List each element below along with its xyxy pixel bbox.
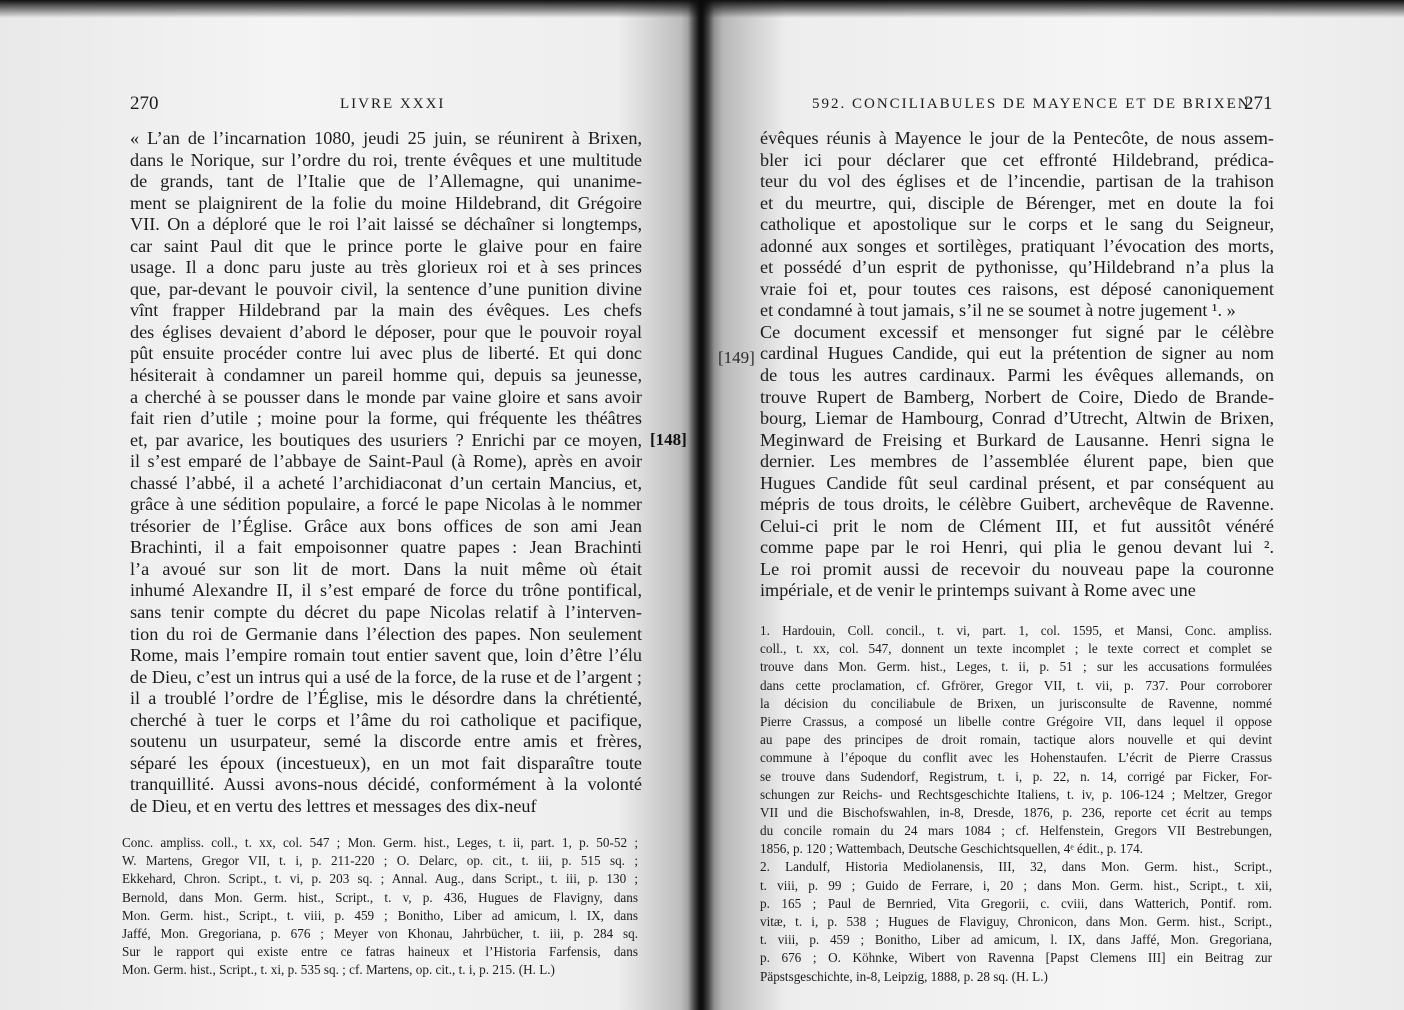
- right-page: [702, 0, 1404, 1010]
- text-line: il a troublé l’ordre de l’Église, mis le désordre dans la chrétienté,: [130, 688, 642, 709]
- text-line: cherché à tuer le corps et l’âme du roi catholique et pacifique,: [130, 709, 642, 730]
- text-line: Meginward de Freising et Burkard de Lausanne. Henri signa le: [760, 429, 1274, 450]
- text-line: pût ensuite procéder contre lui avec plus de liberté. Et qui donc: [130, 343, 642, 364]
- text-line: grâce à une sédition populaire, a forcé le pape Nicolas à le nommer: [130, 494, 642, 515]
- text-line: car saint Paul dit que le prince porte le glaive pour en faire: [130, 235, 642, 256]
- text-line: dans le Norique, sur l’ordre du roi, trente évêques et une multitude: [130, 149, 642, 170]
- text-line: VII. On a déploré que le roi l’ait laissé se déchaîner si longtemps,: [130, 214, 642, 235]
- text-line: et du meurtre, qui, disciple de Bérenger, met en doute la foi: [760, 192, 1274, 213]
- text-line: évêques réunis à Mayence le jour de la Pentecôte, de nous assem-: [760, 128, 1274, 148]
- text-line: usage. Il a donc paru juste au très glorieux roi et à ses princes: [130, 257, 642, 278]
- footnotes: [122, 834, 638, 980]
- book-gutter: [688, 0, 714, 1010]
- text-line: fait rien d’utile ; moine pour la forme, qui fréquente les théâtres: [130, 408, 642, 429]
- footnote-line: p. 165 ; Paul de Bernried, Vita Gregorii, c. cviii, dans Watterich, Pontif. rom.: [760, 895, 1272, 911]
- text-line: trouve Rupert de Bamberg, Norbert de Coire, Diedo de Brande-: [760, 386, 1274, 407]
- text-line: Le roi promit aussi de recevoir du nouveau pape la couronne: [760, 558, 1274, 579]
- footnote-line: t. viii, p. 459 ; Bonitho, Liber ad amicum, l. IX, dans Jaffé, Mon. Gregoriana,: [760, 932, 1272, 948]
- text-line: dernier. Les membres de l’assemblée élurent pape, bien que: [760, 451, 1274, 472]
- text-line: Celui-ci prit le nom de Clément III, et fut aussitôt vénéré: [760, 515, 1274, 536]
- body-text: [130, 128, 642, 818]
- text-line: ment se plaignirent de la folie du moine Hildebrand, dit Grégoire: [130, 192, 642, 213]
- text-line: que, par-devant le pouvoir civil, la sentence d’une punition divine: [130, 278, 642, 299]
- footnote-line: Päpstsgeschichte, in-8, Leipzig, 1888, p. 28 sq. (H. L.): [760, 968, 1048, 984]
- text-line: séparé les époux (incestueux), en un mot fait disparaître toute: [130, 752, 642, 773]
- text-line: chassé l’abbé, il a acheté l’archidiaconat d’un certain Mancius, et,: [130, 472, 642, 493]
- page-number: 271: [1244, 93, 1273, 114]
- text-line: et possédé d’un esprit de pythonisse, qu’Hildebrand n’a plus la: [760, 257, 1274, 278]
- text-line: Brachinti, il a fait empoisonner quatre papes : Jean Brachinti: [130, 537, 642, 558]
- footnote-line: 2. Landulf, Historia Mediolanensis, III, 32, dans Mon. Germ. hist., Script.,: [760, 859, 1272, 875]
- footnote-line: se trouve dans Sudendorf, Registrum, t. i, p. 22, n. 14, corrigé par Ficker, For-: [760, 768, 1272, 784]
- text-line: sans tenir compte du décret du pape Nicolas relatif à l’interven-: [130, 602, 642, 623]
- text-line: bler ici pour déclarer que cet effronté Hildebrand, prédica-: [760, 149, 1274, 170]
- text-line: vraie foi et, pour toutes ces raisons, est déposé canoniquement: [760, 278, 1274, 299]
- page-number: 270: [130, 93, 159, 114]
- footnote-line: Pierre Crassus, a composé un libelle contre Grégoire VII, dans lequel il oppose: [760, 713, 1272, 729]
- footnote-line: commune à l’époque du conflit avec les Hohenstaufen. L’écrit de Pierre Crassus: [760, 750, 1272, 766]
- text-line: impériale, et de venir le printemps suivant à Rome avec une: [760, 580, 1196, 601]
- footnote-line: 1856, p. 120 ; Wattembach, Deutsche Geschichtsquellen, 4ᵉ édit., p. 174.: [760, 841, 1143, 857]
- text-line: cardinal Hugues Candide, qui eut la prétention de signer au nom: [760, 343, 1274, 364]
- footnote-line: du concile romain du 24 mars 1084 ; cf. Helfenstein, Gregors VII Bestrebungen,: [760, 823, 1272, 839]
- text-line: Ce document excessif et mensonger fut signé par le célèbre: [760, 321, 1274, 342]
- footnote-line: Mon. Germ. hist., Script., t. xi, p. 535 sq. ; cf. Martens, op. cit., t. i, p. 215. (H. L.): [122, 962, 555, 978]
- footnote-line: schungen zur Reichs- und Rechtsgeschichte Italiens, t. iv, p. 106-124 ; Meltzer, Gregor: [760, 786, 1272, 802]
- footnote-line: Sur le rapport qui existe entre ce fatras haineux et l’Historia Farfensis, dans: [122, 944, 638, 960]
- text-line: catholique et apostolique sur le corps et le sang du Seigneur,: [760, 214, 1274, 235]
- footnote-line: Mon. Germ. hist., Script., t. viii, p. 459 ; Bonitho, Liber ad amicum, l. IX, dans: [122, 907, 638, 923]
- footnote-line: trouve dans Mon. Germ. hist., Leges, t. ii, p. 51 ; sur les accusations formulées: [760, 659, 1272, 675]
- text-line: l’a avoué sur son lit de mort. Dans la nuit même où était: [130, 558, 642, 579]
- text-line: a cherché à se pousser dans le monde par vaine gloire et sans avoir: [130, 386, 642, 407]
- text-line: et, par avarice, les boutiques des usuriers ? Enrichi par ce moyen,: [130, 429, 642, 450]
- text-line: vînt frapper Hildebrand par la main des évêques. Les chefs: [130, 300, 642, 321]
- running-head: 592. CONCILIABULES DE MAYENCE ET DE BRIXEN: [812, 96, 1251, 112]
- footnote-line: W. Martens, Gregor VII, t. i, p. 211-220 ; O. Delarc, op. cit., t. iii, p. 515 sq. ;: [122, 853, 638, 869]
- running-head: LIVRE XXXI: [340, 96, 446, 112]
- text-line: bourg, Liemar de Hambourg, Conrad d’Utrecht, Altwin de Brixen,: [760, 408, 1274, 429]
- footnote-line: vitæ, t. i, p. 538 ; Hugues de Flaviguy, Chronicon, dans Mon. Germ. hist., Script.,: [760, 914, 1272, 929]
- margin-reference: [148]: [650, 430, 687, 449]
- top-edge-shadow: [702, 0, 1404, 18]
- footnote-line: Ekkehard, Chron. Script., t. vi, p. 203 sq. ; Annal. Aug., dans Script., t. iii, p. 130 ;: [122, 871, 638, 887]
- text-line: il s’est emparé de l’abbaye de Saint-Paul (à Rome), après en avoir: [130, 451, 642, 472]
- footnote-line: p. 676 ; O. Köhnke, Wibert von Ravenna [Papst Clemens III] ein Beitrag zur: [760, 950, 1272, 966]
- text-line: de tous les autres cardinaux. Parmi les évêques allemands, on: [760, 365, 1274, 386]
- text-line: Hugues Candide fût seul cardinal présent, et par conséquent au: [760, 472, 1274, 493]
- margin-reference: [149]: [718, 348, 755, 367]
- footnote-line: VII und die Bischofswahlen, in-8, Dresde, 1876, p. 236, reporte cet écrit au temps: [760, 804, 1272, 820]
- text-line: « L’an de l’incarnation 1080, jeudi 25 juin, se réunirent à Brixen,: [130, 128, 642, 148]
- footnote-line: Jaffé, Mon. Gregoriana, p. 676 ; Meyer von Khonau, Jahrbücher, t. iii, p. 284 sq.: [122, 925, 638, 941]
- top-edge-shadow: [0, 0, 702, 18]
- footnote-line: Bernold, dans Mon. Germ. hist., Script., t. v, p. 436, Hugues de Flavigny, dans: [122, 889, 638, 905]
- text-line: mépris de tous droits, le célèbre Guibert, archevêque de Ravenne.: [760, 494, 1274, 515]
- text-line: de Dieu, et en vertu des lettres et messages des dix-neuf: [130, 795, 537, 816]
- text-line: inhumé Alexandre II, il s’est emparé de force du trône pontifical,: [130, 580, 642, 601]
- text-line: soutenu un usurpateur, semé la discorde entre amis et frères,: [130, 731, 642, 752]
- footnote-line: Conc. ampliss. coll., t. xx, col. 547 ; Mon. Germ. hist., Leges, t. ii, part. 1, p. 50-52 ;: [122, 835, 638, 850]
- footnote-line: au pape des principes de droit romain, tactique alors nouvelle et qui devint: [760, 732, 1272, 748]
- footnote-line: coll., t. xx, col. 547, donnent un texte incomplet ; le texte correct et complet se: [760, 641, 1272, 657]
- footnote-line: t. viii, p. 99 ; Guido de Ferrare, i, 20 ; dans Mon. Germ. hist., Script., t. xii,: [760, 877, 1272, 893]
- footnote-line: la décision du conciliabule de Brixen, un jurisconsulte de Ravenne, nommé: [760, 695, 1272, 711]
- text-line: comme pape par le roi Henri, qui plia le genou devant lui ².: [760, 537, 1274, 558]
- body-text: [760, 128, 1274, 602]
- text-line: de Dieu, c’est un intrus qui a usé de la force, de la ruse et de l’argent ;: [130, 666, 642, 687]
- text-line: trésorier de l’Église. Grâce aux bons offices de son ami Jean: [130, 515, 642, 536]
- text-line: Rome, mais l’empire romain tout entier savent que, loin d’être l’élu: [130, 645, 642, 666]
- text-line: tion du roi de Germanie dans l’élection des papes. Non seulement: [130, 623, 642, 644]
- text-line: teur du vol des églises et de l’incendie, partisan de la trahison: [760, 171, 1274, 192]
- footnote-line: 1. Hardouin, Coll. concil., t. vi, part. 1, col. 1595, et Mansi, Conc. ampliss.: [760, 623, 1272, 638]
- text-line: des églises devaient d’abord le déposer, pour que le pouvoir royal: [130, 321, 642, 342]
- text-line: et condamné à tout jamais, s’il ne se soumet à notre jugement ¹. »: [760, 300, 1236, 321]
- footnotes: [760, 622, 1272, 986]
- text-line: tranquillité. Aussi avons-nous décidé, conformément à la volonté: [130, 774, 642, 795]
- text-line: hésiterait à condamner un pareil homme qui, depuis sa jeunesse,: [130, 365, 642, 386]
- text-line: de grands, tant de l’Italie que de l’Allemagne, qui unanime-: [130, 171, 642, 192]
- footnote-line: dans cette proclamation, cf. Gfrörer, Gregor VII, t. vii, p. 737. Pour corroborer: [760, 677, 1272, 693]
- text-line: adonné aux songes et sortilèges, pratiquant l’évocation des morts,: [760, 235, 1274, 256]
